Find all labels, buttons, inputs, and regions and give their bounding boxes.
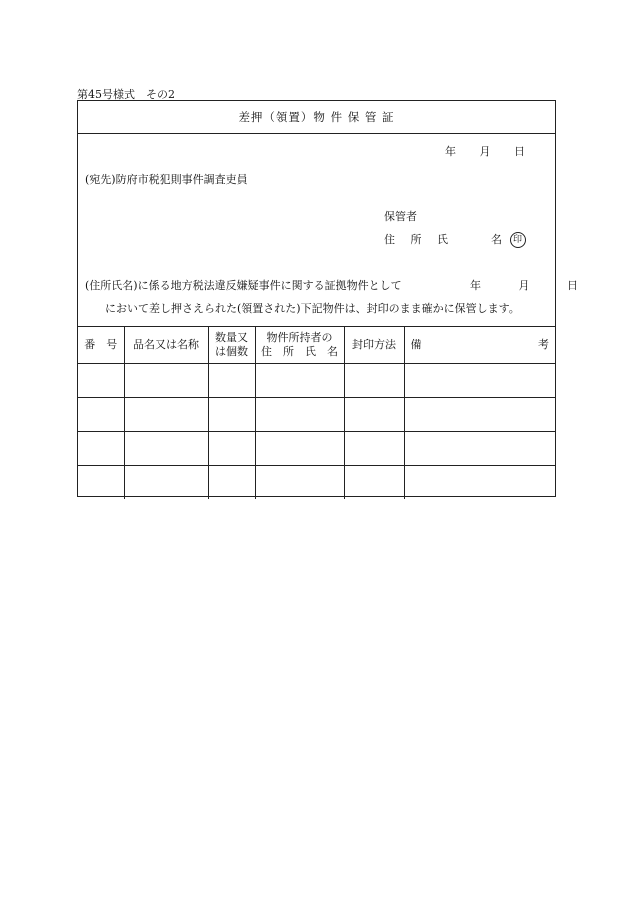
table-row — [78, 466, 555, 500]
cell-remarks[interactable] — [404, 364, 555, 398]
cell-number[interactable] — [78, 398, 124, 432]
statement-line-2: において差し押さえられた(領置された)下記物件は、封印のまま確かに保管します。 — [105, 302, 520, 315]
header-owner — [255, 327, 344, 364]
header-seal-method: 封印方法 — [344, 327, 404, 364]
cell-number[interactable] — [78, 466, 124, 500]
cell-owner[interactable] — [255, 398, 344, 432]
cell-owner[interactable] — [255, 466, 344, 500]
header-remarks-right: 考 — [538, 338, 549, 351]
cell-number[interactable] — [78, 364, 124, 398]
cell-quantity[interactable] — [208, 466, 255, 500]
cell-remarks[interactable] — [404, 432, 555, 466]
cell-owner[interactable] — [255, 364, 344, 398]
cell-number[interactable] — [78, 432, 124, 466]
header-owner-line-1: 物件所持者の — [266, 331, 333, 344]
header-remarks — [404, 327, 555, 364]
cell-owner[interactable] — [255, 432, 344, 466]
header-owner-line-2: 住 所 氏 名 — [261, 345, 338, 358]
table-row — [78, 364, 555, 398]
issue-date: 年 月 日 — [445, 145, 525, 158]
cell-quantity[interactable] — [208, 432, 255, 466]
seal-mark-icon: 印 — [510, 232, 526, 248]
custodian-label: 保管者 — [384, 210, 417, 223]
cell-seal-method[interactable] — [344, 432, 404, 466]
cell-item-name[interactable] — [124, 432, 208, 466]
items-table — [78, 326, 555, 497]
header-quantity-line-1: 数量又 — [215, 331, 248, 344]
statement-date: 年 月 日 — [470, 279, 578, 292]
cell-item-name[interactable] — [124, 466, 208, 500]
cell-quantity[interactable] — [208, 398, 255, 432]
cell-seal-method[interactable] — [344, 364, 404, 398]
cell-item-name[interactable] — [124, 364, 208, 398]
addressee: (宛先)防府市税犯則事件調査吏員 — [85, 173, 248, 186]
header-number: 番 号 — [78, 327, 124, 364]
cell-seal-method[interactable] — [344, 466, 404, 500]
cell-remarks[interactable] — [404, 398, 555, 432]
custodian-name-field — [491, 231, 526, 248]
header-remarks-left: 備 — [410, 338, 422, 351]
form-number-label: 第45号様式 その2 — [77, 88, 175, 101]
custodian-address-label: 住 所 氏 — [384, 233, 448, 246]
form-title: 差押（領置）物 件 保 管 証 — [78, 101, 555, 134]
header-quantity — [208, 327, 255, 364]
cell-seal-method[interactable] — [344, 398, 404, 432]
statement-line-1: (住所氏名)に係る地方税法違反嫌疑事件に関する証拠物件として — [85, 279, 402, 292]
cell-item-name[interactable] — [124, 398, 208, 432]
header-quantity-line-2: は個数 — [215, 345, 248, 358]
cell-remarks[interactable] — [404, 466, 555, 500]
header-item-name: 品名又は名称 — [124, 327, 208, 364]
custody-certificate-form — [77, 100, 578, 497]
table-row — [78, 432, 555, 466]
cell-quantity[interactable] — [208, 364, 255, 398]
table-header-row — [78, 327, 555, 364]
table-row — [78, 398, 555, 432]
custodian-name-label: 名 — [491, 233, 502, 246]
